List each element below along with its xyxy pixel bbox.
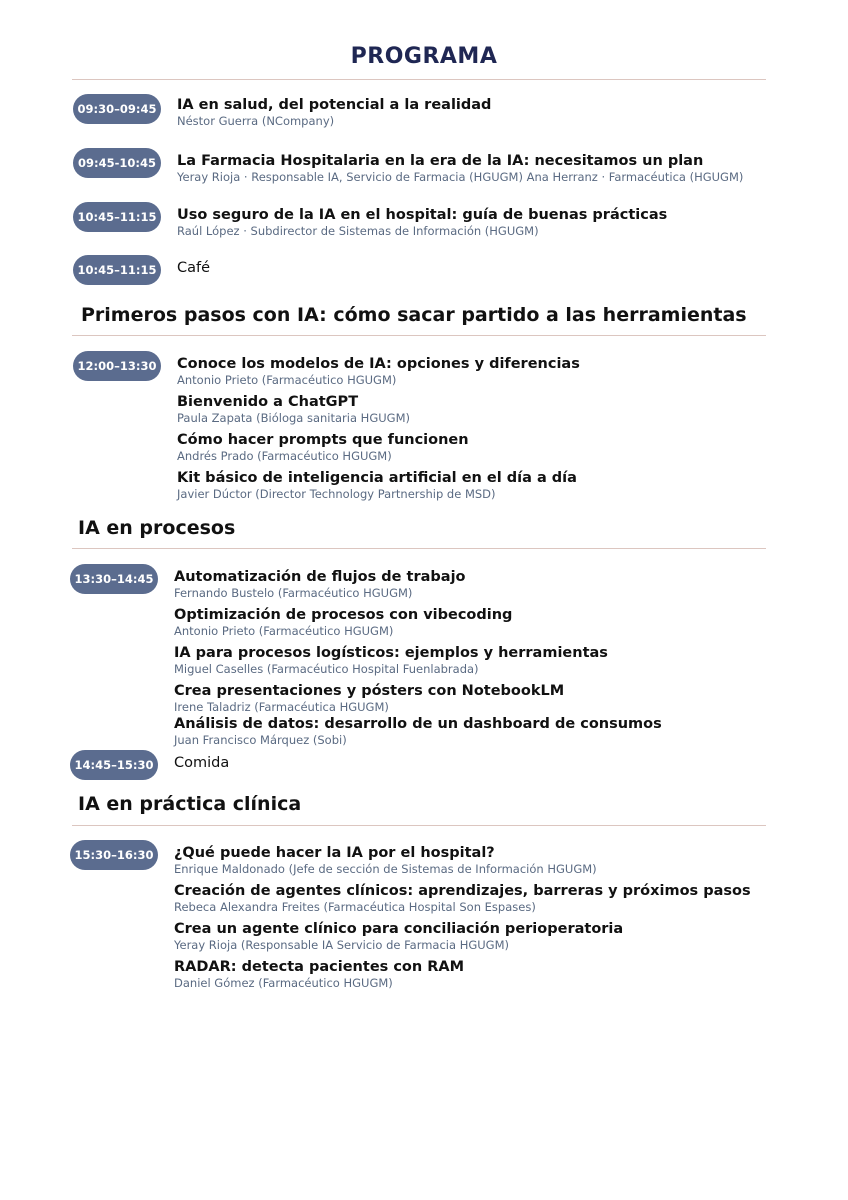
agenda-item bbox=[174, 682, 564, 715]
session-title: Creación de agentes clínicos: aprendizajes, barreras y próximos pasos bbox=[174, 883, 751, 899]
speaker: Irene Taladriz (Farmacéutica HGUGM) bbox=[174, 700, 389, 714]
break-label: Comida bbox=[174, 755, 230, 771]
speaker: Daniel Gómez (Farmacéutico HGUGM) bbox=[174, 976, 393, 990]
session-title: Análisis de datos: desarrollo de un dashboard de consumos bbox=[174, 716, 662, 732]
session-title: Kit básico de inteligencia artificial en el día a día bbox=[177, 470, 577, 486]
speaker: Raúl López · Subdirector de Sistemas de Información (HGUGM) bbox=[177, 224, 539, 238]
session-title: Crea presentaciones y pósters con NotebookLM bbox=[174, 683, 565, 699]
time-badge: 13:30–14:45 bbox=[70, 564, 158, 594]
session-title: IA en salud, del potencial a la realidad bbox=[177, 97, 492, 113]
divider bbox=[72, 548, 766, 549]
session-title: La Farmacia Hospitalaria en la era de la IA: necesitamos un plan bbox=[177, 153, 704, 169]
page-title: PROGRAMA bbox=[350, 44, 498, 69]
time-badge: 15:30–16:30 bbox=[70, 840, 158, 870]
divider bbox=[72, 79, 766, 80]
session-title: Optimización de procesos con vibecoding bbox=[174, 607, 513, 623]
speaker: Juan Francisco Márquez (Sobi) bbox=[174, 733, 347, 747]
speaker: Miguel Caselles (Farmacéutico Hospital Fuenlabrada) bbox=[174, 662, 479, 676]
speaker: Javier Dúctor (Director Technology Partnership de MSD) bbox=[177, 487, 496, 501]
session-title: Bienvenido a ChatGPT bbox=[177, 394, 359, 410]
session-title: ¿Qué puede hacer la IA por el hospital? bbox=[174, 845, 495, 861]
divider bbox=[72, 825, 766, 826]
time-badge: 10:45–11:15 bbox=[73, 202, 161, 232]
divider bbox=[72, 335, 766, 336]
agenda-item bbox=[174, 644, 608, 677]
agenda-item bbox=[177, 96, 491, 129]
session-title: Uso seguro de la IA en el hospital: guía de buenas prácticas bbox=[177, 207, 668, 223]
agenda-item bbox=[174, 606, 512, 639]
speaker: Yeray Rioja (Responsable IA Servicio de Farmacia HGUGM) bbox=[174, 938, 509, 952]
speaker: Rebeca Alexandra Freites (Farmacéutica Hospital Son Espases) bbox=[174, 900, 536, 914]
time-badge: 10:45–11:15 bbox=[73, 255, 161, 285]
session-title: Conoce los modelos de IA: opciones y diferencias bbox=[177, 356, 580, 372]
section-heading: IA en procesos bbox=[78, 517, 236, 539]
agenda-item bbox=[177, 431, 469, 464]
session-title: Crea un agente clínico para conciliación perioperatoria bbox=[174, 921, 624, 937]
speaker: Andrés Prado (Farmacéutico HGUGM) bbox=[177, 449, 392, 463]
speaker: Yeray Rioja · Responsable IA, Servicio de Farmacia (HGUGM) Ana Herranz · Farmacéutica (HGUGM) bbox=[177, 170, 744, 184]
session-title: Automatización de flujos de trabajo bbox=[174, 569, 466, 585]
agenda-item bbox=[177, 206, 667, 239]
speaker: Paula Zapata (Bióloga sanitaria HGUGM) bbox=[177, 411, 410, 425]
speaker: Antonio Prieto (Farmacéutico HGUGM) bbox=[174, 624, 394, 638]
agenda-item bbox=[174, 715, 662, 748]
session-title: Cómo hacer prompts que funcionen bbox=[177, 432, 469, 448]
agenda-item bbox=[174, 920, 623, 953]
session-title: RADAR: detecta pacientes con RAM bbox=[174, 959, 465, 975]
agenda-item bbox=[177, 355, 580, 388]
agenda-item bbox=[174, 958, 464, 991]
break-label: Café bbox=[177, 260, 211, 276]
time-badge: 12:00–13:30 bbox=[73, 351, 161, 381]
agenda-item bbox=[174, 568, 466, 601]
time-badge: 09:45-10:45 bbox=[73, 148, 161, 178]
speaker: Enrique Maldonado (Jefe de sección de Sistemas de Información HGUGM) bbox=[174, 862, 597, 876]
section-heading: IA en práctica clínica bbox=[78, 793, 302, 815]
agenda-item bbox=[174, 844, 597, 877]
agenda-item bbox=[174, 882, 751, 915]
speaker: Fernando Bustelo (Farmacéutico HGUGM) bbox=[174, 586, 413, 600]
section-heading: Primeros pasos con IA: cómo sacar partido a las herramientas bbox=[81, 304, 747, 326]
time-badge: 09:30–09:45 bbox=[73, 94, 161, 124]
agenda-item bbox=[177, 469, 577, 502]
speaker: Antonio Prieto (Farmacéutico HGUGM) bbox=[177, 373, 397, 387]
agenda-item bbox=[177, 152, 743, 185]
session-title: IA para procesos logísticos: ejemplos y herramientas bbox=[174, 645, 608, 661]
time-badge: 14:45–15:30 bbox=[70, 750, 158, 780]
agenda-item bbox=[177, 393, 410, 426]
speaker: Néstor Guerra (NCompany) bbox=[177, 114, 335, 128]
